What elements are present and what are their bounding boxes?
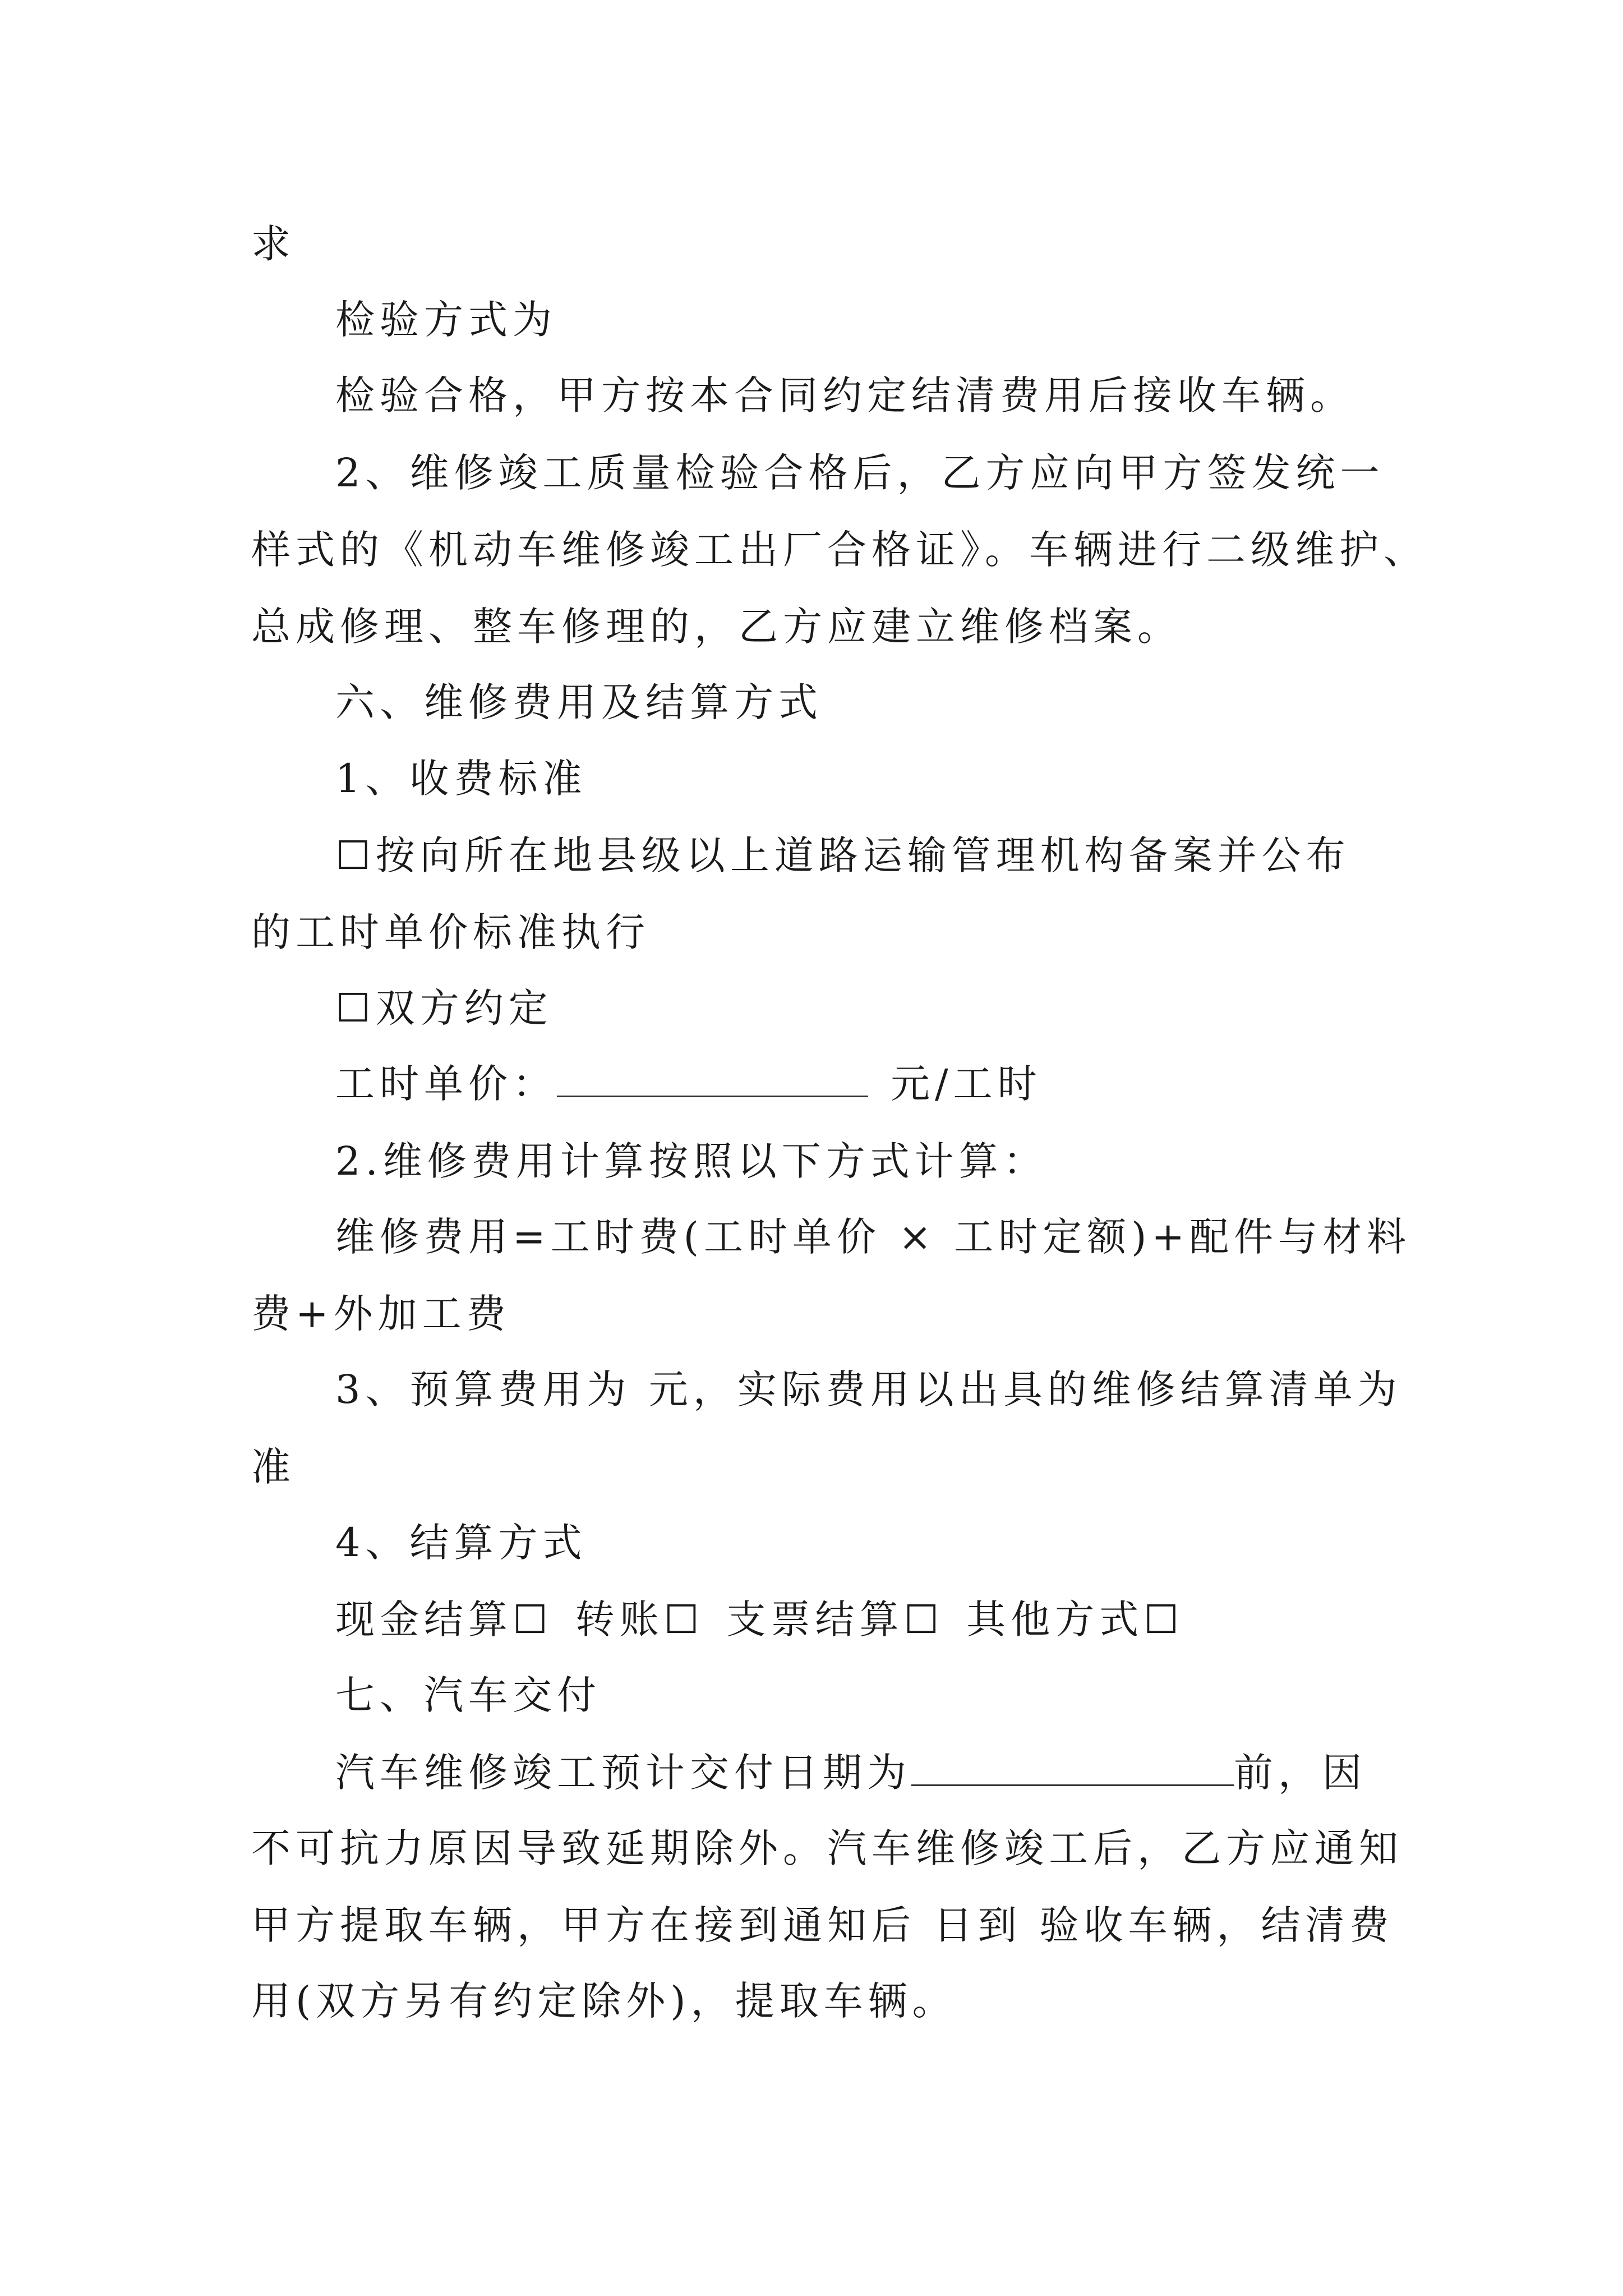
text-line: 的工时单价标准执行 [251,909,650,955]
text-line: 不可抗力原因导致延期除外。汽车维修竣工后，乙方应通知 [251,1825,1403,1871]
delivery-date-suffix: 前，因 [1234,1750,1367,1796]
delivery-date-line [335,1747,1367,1798]
text-line: 费+外加工费 [251,1291,511,1337]
labor-price-blank[interactable] [557,1061,868,1097]
text-line: 4、结算方式 [335,1520,587,1566]
settlement-option-transfer[interactable]: 转账☐ [575,1596,704,1642]
delivery-date-blank[interactable] [911,1750,1234,1786]
text-line: 3、预算费用为 元，实际费用以出具的维修结算清单为 [335,1366,1402,1412]
settlement-options-line [335,1594,1184,1645]
settlement-option-cash[interactable]: 现金结算☐ [335,1596,553,1642]
text-line: 甲方提取车辆，甲方在接到通知后 日到 验收车辆，结清费 [251,1902,1394,1948]
labor-price-label: 工时单价： [335,1061,557,1107]
delivery-date-prefix: 汽车维修竣工预计交付日期为 [335,1750,911,1796]
text-line: 检验方式为 [335,297,557,343]
text-line: 用(双方另有约定除外)，提取车辆。 [251,1978,957,2024]
section-heading: 六、维修费用及结算方式 [335,679,823,725]
text-line: ☐按向所在地县级以上道路运输管理机构备案并公布 [335,832,1350,878]
text-line: 1、收费标准 [335,756,587,802]
labor-price-line [335,1059,1042,1109]
text-line: ☐双方约定 [335,985,553,1031]
text-line: 2.维修费用计算按照以下方式计算： [335,1138,1048,1184]
labor-price-unit: 元/工时 [891,1061,1042,1107]
settlement-option-other[interactable]: 其他方式☐ [966,1596,1184,1642]
text-line: 总成修理、整车修理的，乙方应建立维修档案。 [251,604,1182,650]
text-line: 2、维修竣工质量检验合格后，乙方应向甲方签发统一 [335,450,1385,496]
formula-line: 维修费用=工时费(工时单价 × 工时定额)+配件与材料 [335,1214,1412,1260]
text-line: 准 [251,1444,296,1490]
text-line: 检验合格，甲方按本合同约定结清费用后接收车辆。 [335,372,1354,418]
settlement-option-cheque[interactable]: 支票结算☐ [726,1596,944,1642]
text-line: 求 [251,221,296,267]
section-heading: 七、汽车交付 [335,1672,601,1718]
text-line: 样式的《机动车维修竣工出厂合格证》。车辆进行二级维护、 [251,527,1428,573]
